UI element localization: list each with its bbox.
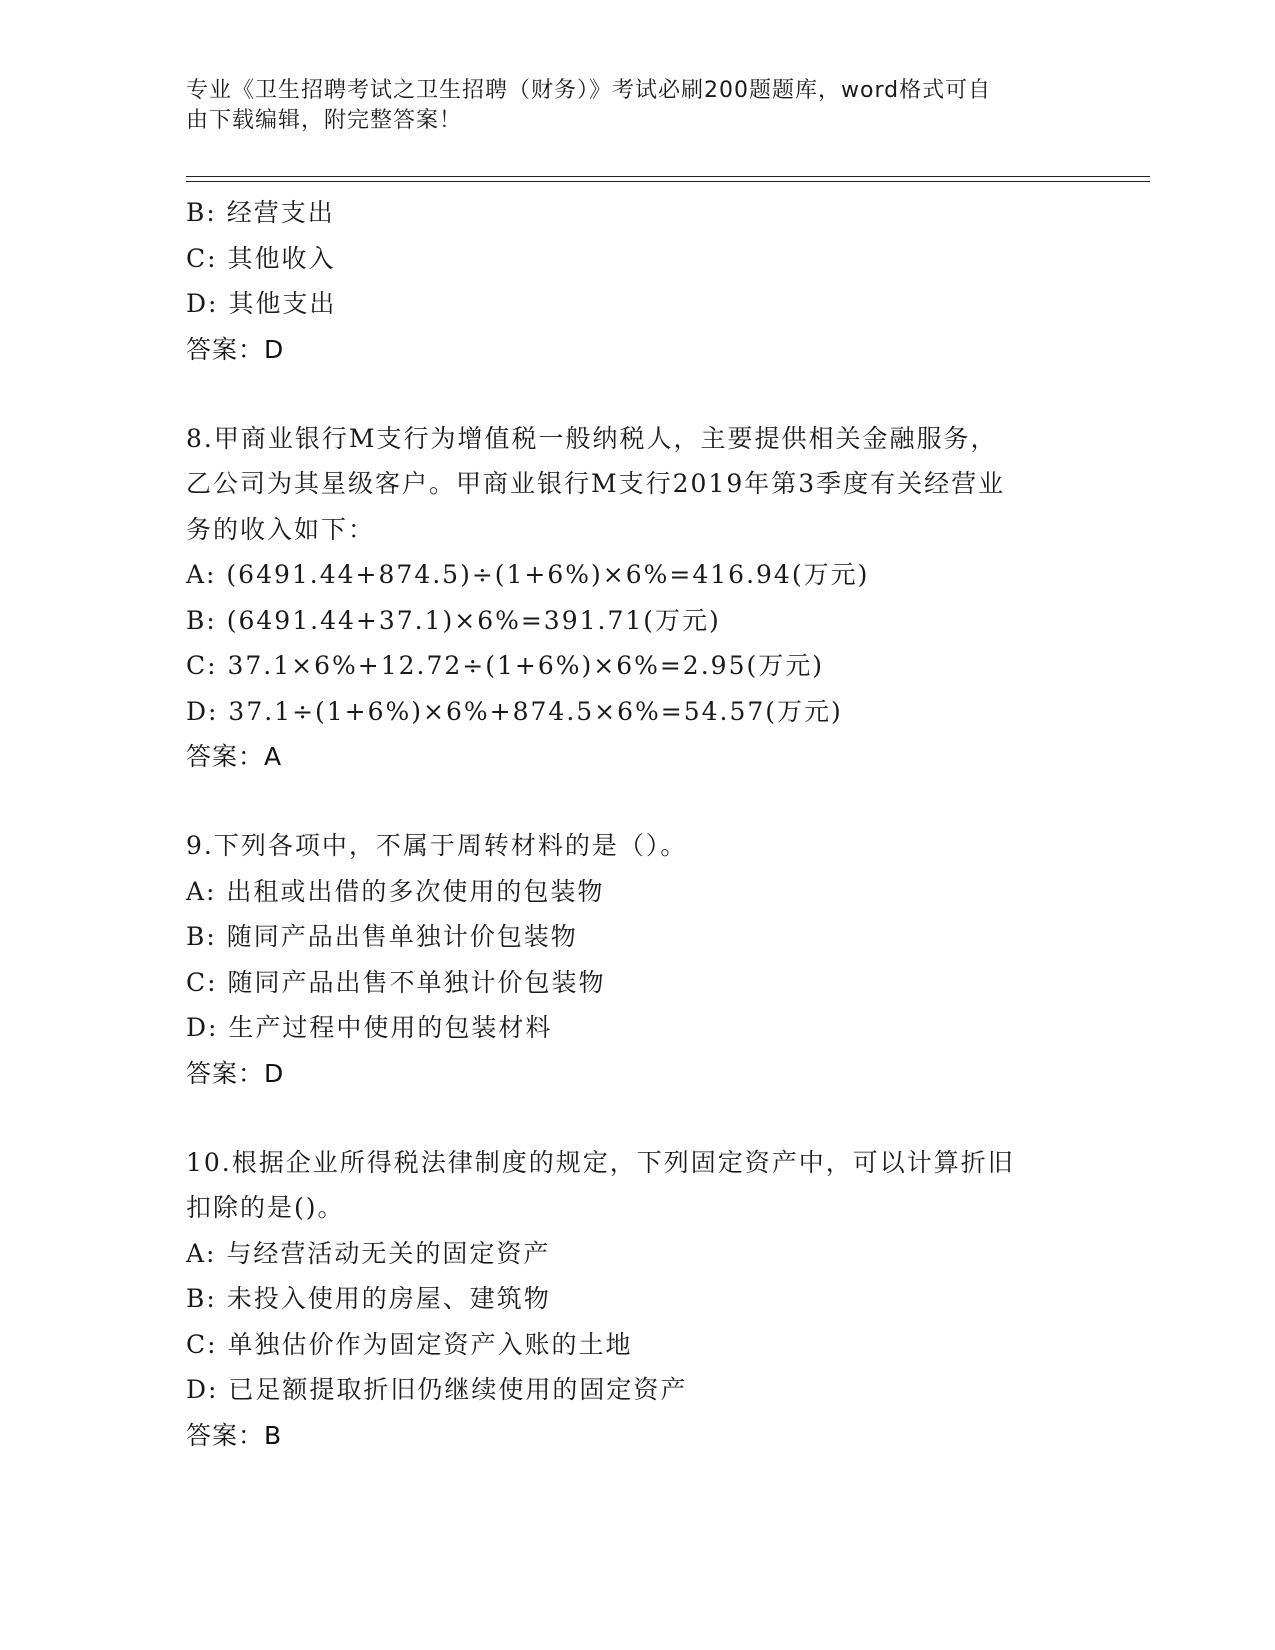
option-a: A: 与经营活动无关的固定资产 [186, 1238, 551, 1268]
option-b: B: 随同产品出售单独计价包装物 [186, 922, 578, 951]
option-d: D: 37.1÷(1+6%)×6%+874.5×6%=54.57(万元) [186, 696, 843, 726]
option-c: C: 其他收入 [186, 243, 336, 273]
question-9 [186, 823, 1116, 1097]
document-header [186, 76, 1086, 136]
option-d: D: 已足额提取折旧仍继续使用的固定资产 [186, 1375, 688, 1404]
document-body [186, 190, 1116, 1459]
answer-line: 答案：D [186, 334, 285, 364]
question-stem [186, 416, 1066, 553]
option-d: D: 其他支出 [186, 289, 337, 318]
option-b: B: 未投入使用的房屋、建筑物 [186, 1284, 551, 1313]
option-c: C: 37.1×6%+12.72÷(1+6%)×6%=2.95(万元) [186, 651, 824, 680]
stem-line: 9.下列各项中，不属于周转材料的是（）。 [186, 831, 688, 860]
option-b: B: (6491.44+37.1)×6%=391.71(万元) [186, 605, 721, 635]
option-d: D: 生产过程中使用的包装材料 [186, 1013, 553, 1042]
stem-line: 扣除的是()。 [186, 1193, 345, 1222]
header-line-1: 专业《卫生招聘考试之卫生招聘（财务）》考试必刷200题题库，word格式可自 [186, 78, 992, 103]
option-b: B: 经营支出 [186, 198, 335, 227]
option-a: A: 出租或出借的多次使用的包装物 [186, 876, 605, 906]
question-stem [186, 823, 1066, 869]
answer-line: 答案：A [186, 742, 283, 771]
question-stem [186, 1140, 1066, 1231]
question-8 [186, 416, 1116, 781]
option-c: C: 随同产品出售不单独计价包装物 [186, 967, 606, 997]
option-a: A: (6491.44+874.5)÷(1+6%)×6%=416.94(万元) [186, 560, 870, 589]
stem-line: 乙公司为其星级客户。甲商业银行M支行2019年第3季度有关经营业 [186, 469, 1006, 498]
option-c: C: 单独估价作为固定资产入账的土地 [186, 1329, 633, 1359]
stem-line: 务的收入如下： [186, 514, 376, 544]
question-10 [186, 1140, 1116, 1459]
answer-line: 答案：B [186, 1420, 283, 1450]
stem-line: 8.甲商业银行M支行为增值税一般纳税人，主要提供相关金融服务， [186, 423, 998, 453]
previous-question-tail [186, 190, 1116, 373]
header-double-rule [186, 176, 1150, 182]
answer-line: 答案：D [186, 1058, 285, 1088]
header-line-2: 由下载编辑，附完整答案！ [186, 108, 463, 133]
stem-line: 10.根据企业所得税法律制度的规定，下列固定资产中，可以计算折旧 [186, 1147, 1015, 1177]
